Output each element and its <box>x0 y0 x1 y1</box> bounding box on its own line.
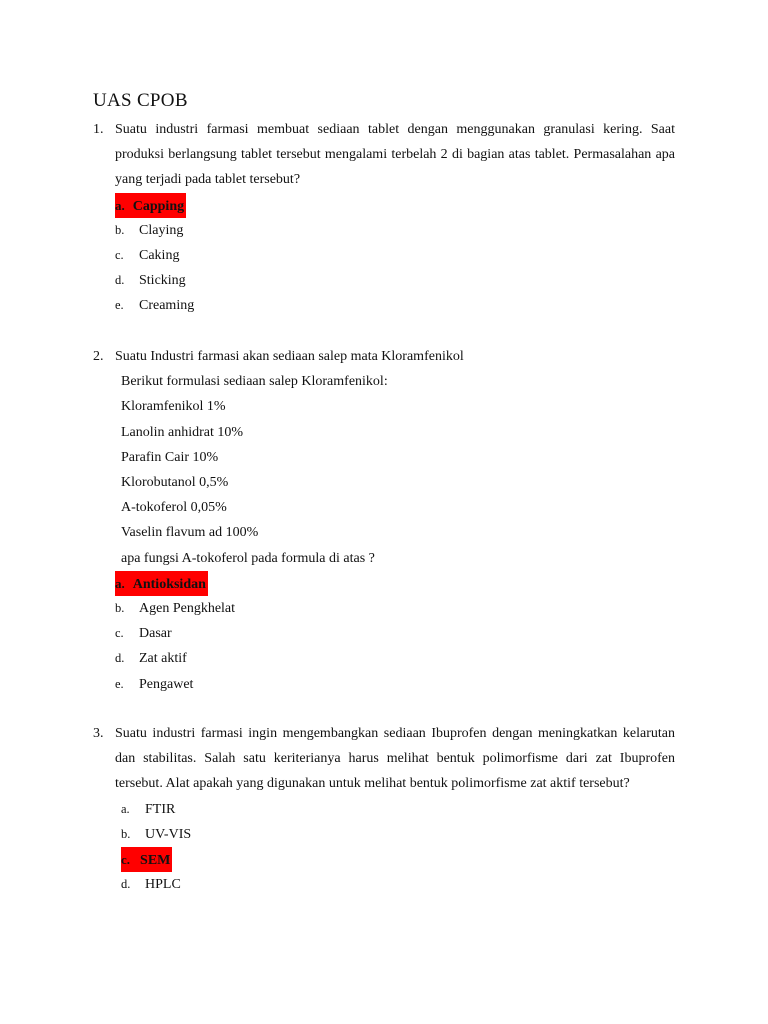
option-e <box>115 672 675 697</box>
question-text: Suatu industri farmasi ingin mengembangkan sediaan Ibuprofen dengan meningkatkan kelarutan dan stabilitas. Salah satu keriterianya harus melihat bentuk polimorfisme dari zat Ibuprofen tersebut. Alat apakah yang digunakan untuk melihat bentuk polimorfisme zat aktif tersebut? <box>115 726 675 792</box>
option-d <box>115 646 675 671</box>
document-title: UAS CPOB <box>93 90 188 111</box>
option-text: Capping <box>132 198 185 214</box>
option-text: Antioksidan <box>132 576 206 592</box>
option-b <box>115 822 675 847</box>
option-text: Caking <box>139 247 180 263</box>
option-c <box>115 621 675 646</box>
option-letter: b. <box>115 601 125 616</box>
option-letter: b. <box>121 826 131 841</box>
option-letter: a. <box>115 197 125 213</box>
option-a-correct <box>115 571 208 596</box>
option-letter: e. <box>115 298 124 313</box>
option-c-correct <box>121 847 172 872</box>
question-text: Suatu Industri farmasi akan sediaan salep mata Kloramfenikol <box>115 349 464 364</box>
option-text: FTIR <box>145 801 176 817</box>
option-list <box>115 571 675 697</box>
option-letter: a. <box>121 801 130 816</box>
formula-line: Berikut formulasi sediaan salep Kloramfenikol: <box>121 374 388 390</box>
option-letter: d. <box>115 651 125 666</box>
option-d <box>115 268 675 293</box>
option-text: Sticking <box>139 273 186 289</box>
option-text: HPLC <box>145 877 181 893</box>
option-text: Zat aktif <box>139 651 187 667</box>
option-text: UV-VIS <box>145 826 192 842</box>
option-letter: b. <box>115 222 125 237</box>
option-b <box>115 596 675 621</box>
option-letter: c. <box>115 626 124 641</box>
option-text: Claying <box>139 222 184 238</box>
question-number: 1. <box>93 122 104 137</box>
formula-line: Vaselin flavum ad 100% <box>121 525 259 541</box>
question-1 <box>93 117 675 319</box>
option-a <box>115 797 675 822</box>
formula-line: A-tokoferol 0,05% <box>121 500 227 516</box>
question-text: Suatu industri farmasi membuat sediaan tablet dengan menggunakan granulasi kering. Saat produksi berlangsung tablet tersebut mengalami terbelah 2 di bagian atas tablet. Permasalahan apa yang terjadi pada tablet tersebut? <box>115 122 675 188</box>
option-letter: d. <box>121 877 131 892</box>
option-text: Dasar <box>139 626 172 642</box>
option-text: Pengawet <box>139 676 194 692</box>
formula-line: Parafin Cair 10% <box>121 449 219 465</box>
formula-line: Lanolin anhidrat 10% <box>121 424 244 440</box>
option-letter: c. <box>121 851 131 867</box>
option-list <box>115 797 675 898</box>
question-number: 2. <box>93 349 104 364</box>
option-letter: e. <box>115 676 124 691</box>
option-d <box>115 872 675 897</box>
option-text: SEM <box>140 852 171 868</box>
option-b <box>115 218 675 243</box>
option-letter: c. <box>115 247 124 262</box>
option-a-correct <box>115 193 186 218</box>
option-e <box>115 293 675 318</box>
question-number: 3. <box>93 726 104 741</box>
option-letter: d. <box>115 273 125 288</box>
question-2 <box>93 344 675 697</box>
formula-line: Kloramfenikol 1% <box>121 399 226 415</box>
option-text: Agen Pengkhelat <box>139 601 236 617</box>
option-list <box>115 193 675 319</box>
option-letter: a. <box>115 575 125 591</box>
formula-line: Klorobutanol 0,5% <box>121 475 229 491</box>
question-prompt: apa fungsi A-tokoferol pada formula di atas ? <box>121 550 375 566</box>
option-c <box>115 243 675 268</box>
question-3 <box>93 721 675 897</box>
option-text: Creaming <box>139 298 195 314</box>
